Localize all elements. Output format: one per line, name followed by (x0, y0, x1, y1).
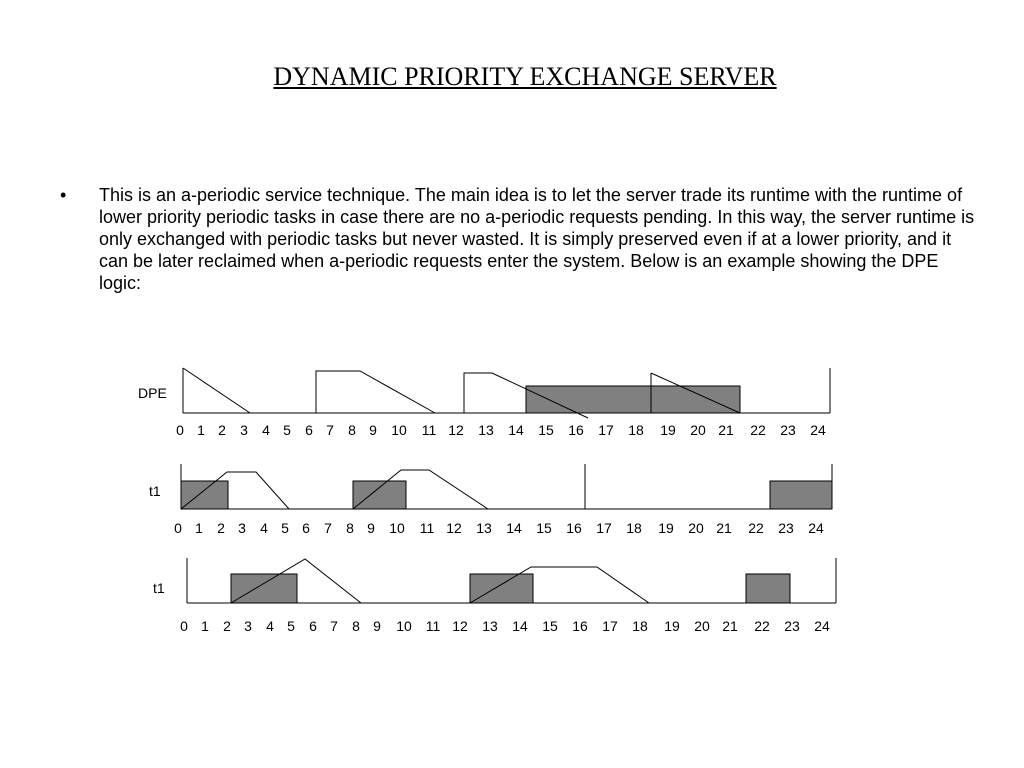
tick-label: 22 (750, 422, 766, 438)
tick-label: 24 (810, 422, 826, 438)
tick-label: 13 (478, 422, 494, 438)
tick-label: 11 (421, 422, 437, 438)
tick-label: 11 (425, 618, 441, 634)
tick-label: 2 (223, 618, 231, 634)
tick-label: 10 (396, 618, 412, 634)
tick-label: 3 (244, 618, 252, 634)
tick-label: 6 (305, 422, 313, 438)
tick-label: 4 (266, 618, 274, 634)
tick-label: 13 (482, 618, 498, 634)
tick-label: 0 (176, 422, 184, 438)
execution-block (181, 481, 228, 509)
bullet-text: This is an a-periodic service technique. The main idea is to let the server trade its runtime with the runtime of lower priority periodic tasks in case there are no a-periodic requests pending. In this way, the server runtime is only exchanged with periodic tasks but never wasted. It is simply preserved even if at a lower priority, and it can be later reclaimed when a-periodic requests enter the system. Below is an example showing the DPE logic: (99, 185, 975, 293)
tick-label: 19 (658, 520, 674, 536)
tick-label: 19 (664, 618, 680, 634)
tick-label: 1 (197, 422, 205, 438)
tick-label: 16 (566, 520, 582, 536)
tick-label: 12 (452, 618, 468, 634)
tick-label: 23 (780, 422, 796, 438)
tick-label: 19 (660, 422, 676, 438)
tick-label: 14 (506, 520, 522, 536)
tick-label: 17 (602, 618, 618, 634)
tick-label: 13 (476, 520, 492, 536)
tick-label: 14 (512, 618, 528, 634)
tick-label: 4 (262, 422, 270, 438)
execution-block (353, 481, 406, 509)
tick-label: 23 (778, 520, 794, 536)
tick-label: 8 (346, 520, 354, 536)
tick-labels (180, 618, 830, 634)
tick-label: 12 (448, 422, 464, 438)
tick-label: 18 (632, 618, 648, 634)
tick-label: 21 (722, 618, 738, 634)
tick-label: 20 (690, 422, 706, 438)
timeline-label: DPE (138, 385, 167, 401)
tick-label: 10 (391, 422, 407, 438)
timeline-t1-a (149, 464, 832, 536)
tick-label: 9 (373, 618, 381, 634)
tick-label: 8 (348, 422, 356, 438)
tick-label: 23 (784, 618, 800, 634)
tick-label: 11 (419, 520, 435, 536)
tick-label: 17 (598, 422, 614, 438)
tick-label: 7 (330, 618, 338, 634)
bullet-icon: • (60, 185, 67, 205)
tick-label: 20 (688, 520, 704, 536)
tick-label: 8 (352, 618, 360, 634)
tick-label: 5 (281, 520, 289, 536)
execution-block (231, 574, 297, 603)
tick-label: 22 (748, 520, 764, 536)
tick-label: 24 (808, 520, 824, 536)
capacity-line (316, 371, 435, 413)
tick-label: 0 (174, 520, 182, 536)
tick-label: 4 (260, 520, 268, 536)
tick-label: 18 (626, 520, 642, 536)
tick-label: 14 (508, 422, 524, 438)
tick-label: 1 (201, 618, 209, 634)
tick-label: 16 (568, 422, 584, 438)
tick-label: 15 (536, 520, 552, 536)
tick-label: 20 (694, 618, 710, 634)
slide-title: DYNAMIC PRIORITY EXCHANGE SERVER (273, 62, 777, 91)
tick-label: 3 (240, 422, 248, 438)
tick-label: 2 (218, 422, 226, 438)
tick-label: 2 (217, 520, 225, 536)
capacity-line (183, 368, 250, 413)
tick-label: 12 (446, 520, 462, 536)
tick-label: 21 (718, 422, 734, 438)
tick-label: 6 (309, 618, 317, 634)
tick-label: 5 (283, 422, 291, 438)
tick-label: 24 (814, 618, 830, 634)
execution-block (746, 574, 790, 603)
tick-label: 3 (238, 520, 246, 536)
tick-label: 18 (628, 422, 644, 438)
timeline-dpe (138, 368, 830, 438)
tick-labels (176, 422, 826, 438)
tick-label: 0 (180, 618, 188, 634)
tick-label: 1 (195, 520, 203, 536)
tick-labels (174, 520, 824, 536)
timeline-label: t1 (153, 580, 165, 596)
tick-label: 21 (716, 520, 732, 536)
execution-block (770, 481, 832, 509)
tick-label: 5 (287, 618, 295, 634)
execution-block (470, 574, 533, 603)
tick-label: 17 (596, 520, 612, 536)
tick-label: 15 (538, 422, 554, 438)
execution-block (526, 386, 740, 413)
tick-label: 9 (367, 520, 375, 536)
tick-label: 7 (324, 520, 332, 536)
timeline-t1-b (153, 558, 836, 634)
tick-label: 9 (369, 422, 377, 438)
tick-label: 16 (572, 618, 588, 634)
timeline-label: t1 (149, 483, 161, 499)
tick-label: 10 (389, 520, 405, 536)
tick-label: 6 (302, 520, 310, 536)
tick-label: 22 (754, 618, 770, 634)
tick-label: 15 (542, 618, 558, 634)
tick-label: 7 (326, 422, 334, 438)
